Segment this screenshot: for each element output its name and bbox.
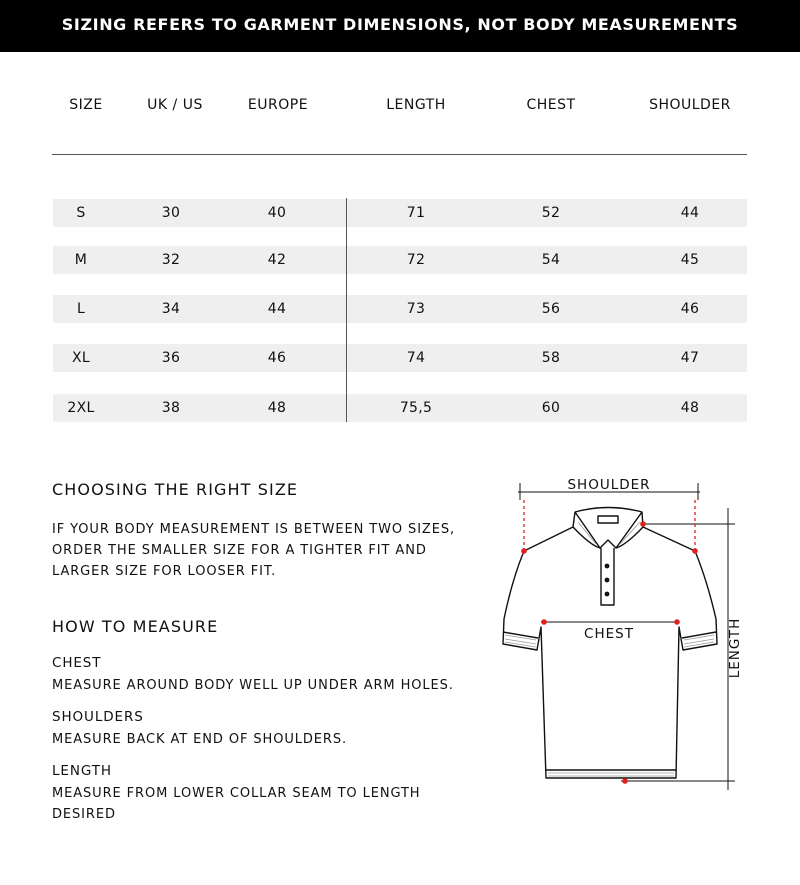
cell-length: 75,5 [399,400,433,416]
choosing-title: CHOOSING THE RIGHT SIZE [52,480,299,499]
cell-uk-us: 36 [161,350,181,366]
length-point-top [640,521,646,527]
shoulders-text: MEASURE BACK AT END OF SHOULDERS. [52,732,348,747]
column-divider [346,198,347,422]
cell-uk-us: 32 [161,252,181,268]
cell-europe: 46 [267,350,287,366]
shoulder-point-left [521,548,527,554]
chest-point-left [541,619,547,625]
cell-shoulder: 47 [680,350,700,366]
cell-size: XL [72,350,90,366]
button-bottom [605,592,610,597]
chest-point-right [674,619,680,625]
cell-europe: 40 [267,205,287,221]
buttons [605,564,610,597]
choosing-line-1: IF YOUR BODY MEASUREMENT IS BETWEEN TWO SIZES, [52,522,456,537]
choosing-line-3: LARGER SIZE FOR LOOSER FIT. [52,564,277,579]
cell-shoulder: 48 [680,400,700,416]
table-row [53,199,747,227]
header-shoulder: SHOULDER [649,97,731,113]
cell-europe: 48 [267,400,287,416]
banner: SIZING REFERS TO GARMENT DIMENSIONS, NOT BODY MEASUREMENTS [0,0,800,52]
choosing-line-2: ORDER THE SMALLER SIZE FOR A TIGHTER FIT AND [52,543,427,558]
header-chest: CHEST [526,97,576,113]
header-size: SIZE [69,97,103,113]
header-europe: EUROPE [247,97,309,113]
cell-europe: 42 [267,252,287,268]
table-row [53,246,747,274]
length-diagram-label: LENGTH [727,617,743,679]
chest-label: CHEST [52,655,102,671]
polo-shirt-diagram [490,470,750,800]
cell-chest: 56 [541,301,561,317]
length-text-2: DESIRED [52,807,116,822]
shoulder-diagram-label: SHOULDER [567,477,651,493]
cell-shoulder: 46 [680,301,700,317]
length-point-bottom [622,778,628,784]
cell-size: S [76,205,86,221]
cell-shoulder: 44 [680,205,700,221]
cell-chest: 58 [541,350,561,366]
cell-length: 71 [406,205,426,221]
shoulder-point-right [692,548,698,554]
chest-diagram-label: CHEST [584,626,634,642]
table-row [53,295,747,323]
table-row [53,344,747,372]
cell-uk-us: 30 [161,205,181,221]
cell-europe: 44 [267,301,287,317]
length-label: LENGTH [52,763,112,779]
cell-size: M [74,252,88,268]
length-text-1: MEASURE FROM LOWER COLLAR SEAM TO LENGTH [52,786,421,801]
cell-size: 2XL [67,400,95,416]
shoulders-label: SHOULDERS [52,709,144,725]
cell-uk-us: 34 [161,301,181,317]
cell-length: 74 [406,350,426,366]
chest-text: MEASURE AROUND BODY WELL UP UNDER ARM HOLES. [52,678,454,693]
cell-chest: 54 [541,252,561,268]
cell-chest: 52 [541,205,561,221]
cell-shoulder: 45 [680,252,700,268]
how-title: HOW TO MEASURE [52,617,219,636]
cell-length: 73 [406,301,426,317]
shirt-outline [503,508,717,779]
button-middle [605,578,610,583]
header-divider [52,154,747,155]
cell-uk-us: 38 [161,400,181,416]
header-length: LENGTH [386,97,446,113]
header-uk-us: UK / US [147,97,203,113]
cell-length: 72 [406,252,426,268]
cell-size: L [76,301,86,317]
table-row [53,394,747,422]
button-top [605,564,610,569]
cell-chest: 60 [541,400,561,416]
measure-points [521,521,698,784]
